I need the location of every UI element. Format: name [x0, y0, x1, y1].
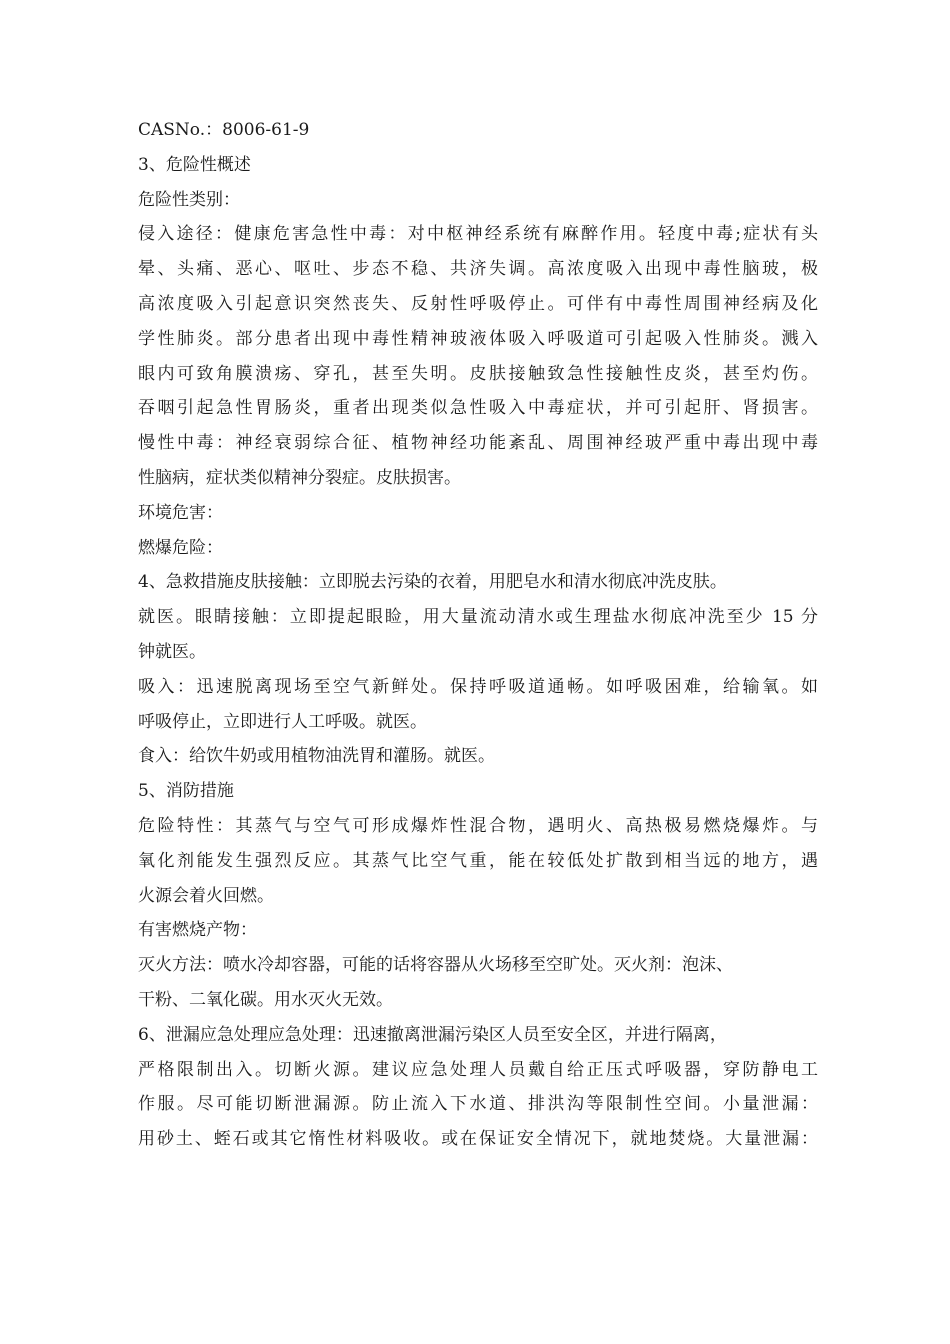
text-line: 眼内可致角膜溃疡、穿孔，甚至失明。皮肤接触致急性接触性皮炎，甚至灼伤。: [138, 363, 818, 384]
text-line: 严格限制出入。切断火源。建议应急处理人员戴自给正压式呼吸器，穿防静电工: [138, 1059, 818, 1080]
text-line: 5、消防措施: [138, 781, 234, 802]
text-line: 灭火方法：喷水冷却容器，可能的话将容器从火场移至空旷处。灭火剂：泡沫、: [138, 955, 733, 976]
text-line: 干粉、二氧化碳。用水灭火无效。: [138, 989, 393, 1010]
text-line: 晕、头痛、恶心、呕吐、步态不稳、共济失调。高浓度吸入出现中毒性脑玻，极: [138, 259, 818, 280]
text-line: 氧化剂能发生强烈反应。其蒸气比空气重，能在较低处扩散到相当远的地方，遇: [138, 850, 818, 871]
text-line: CASNo.：8006-61-9: [138, 120, 310, 140]
text-line: 6、泄漏应急处理应急处理：迅速撤离泄漏污染区人员至安全区，并进行隔离，: [138, 1024, 727, 1045]
text-line: 3、危险性概述: [138, 154, 251, 175]
text-line: 学性肺炎。部分患者出现中毒性精神玻液体吸入呼吸道可引起吸入性肺炎。溅入: [138, 328, 818, 349]
document-body: [138, 113, 818, 1157]
text-line: 呼吸停止，立即进行人工呼吸。就医。: [138, 711, 427, 732]
text-line: 侵入途径：健康危害急性中毒：对中枢神经系统有麻醉作用。轻度中毒;症状有头: [138, 224, 818, 245]
text-line: 吸入：迅速脱离现场至空气新鲜处。保持呼吸道通畅。如呼吸困难，给输氧。如: [138, 676, 818, 697]
text-line: 高浓度吸入引起意识突然丧失、反射性呼吸停止。可伴有中毒性周围神经病及化: [138, 293, 818, 314]
text-line: 慢性中毒：神经衰弱综合征、植物神经功能紊乱、周围神经玻严重中毒出现中毒: [138, 433, 818, 454]
text-line: 危险性类别：: [138, 189, 240, 210]
text-line: 性脑病，症状类似精神分裂症。皮肤损害。: [138, 467, 461, 488]
text-line: 吞咽引起急性胃肠炎，重者出现类似急性吸入中毒症状，并可引起肝、肾损害。: [138, 398, 818, 419]
text-line: 就医。眼睛接触：立即提起眼睑，用大量流动清水或生理盐水彻底冲洗至少 15 分: [138, 607, 818, 628]
text-line: 用砂土、蛭石或其它惰性材料吸收。或在保证安全情况下，就地焚烧。大量泄漏：: [138, 1129, 818, 1150]
text-line: 危险特性：其蒸气与空气可形成爆炸性混合物，遇明火、高热极易燃烧爆炸。与: [138, 815, 818, 836]
text-line: 燃爆危险：: [138, 537, 223, 558]
text-line: 环境危害：: [138, 502, 223, 523]
text-line: 火源会着火回燃。: [138, 885, 274, 906]
text-line: 钟就医。: [138, 641, 206, 662]
text-line: 4、急救措施皮肤接触：立即脱去污染的衣着，用肥皂水和清水彻底冲洗皮肤。: [138, 572, 727, 593]
text-line: 食入：给饮牛奶或用植物油洗胃和灌肠。就医。: [138, 746, 495, 767]
text-line: 有害燃烧产物：: [138, 920, 257, 941]
text-line: 作服。尽可能切断泄漏源。防止流入下水道、排洪沟等限制性空间。小量泄漏：: [138, 1094, 818, 1115]
